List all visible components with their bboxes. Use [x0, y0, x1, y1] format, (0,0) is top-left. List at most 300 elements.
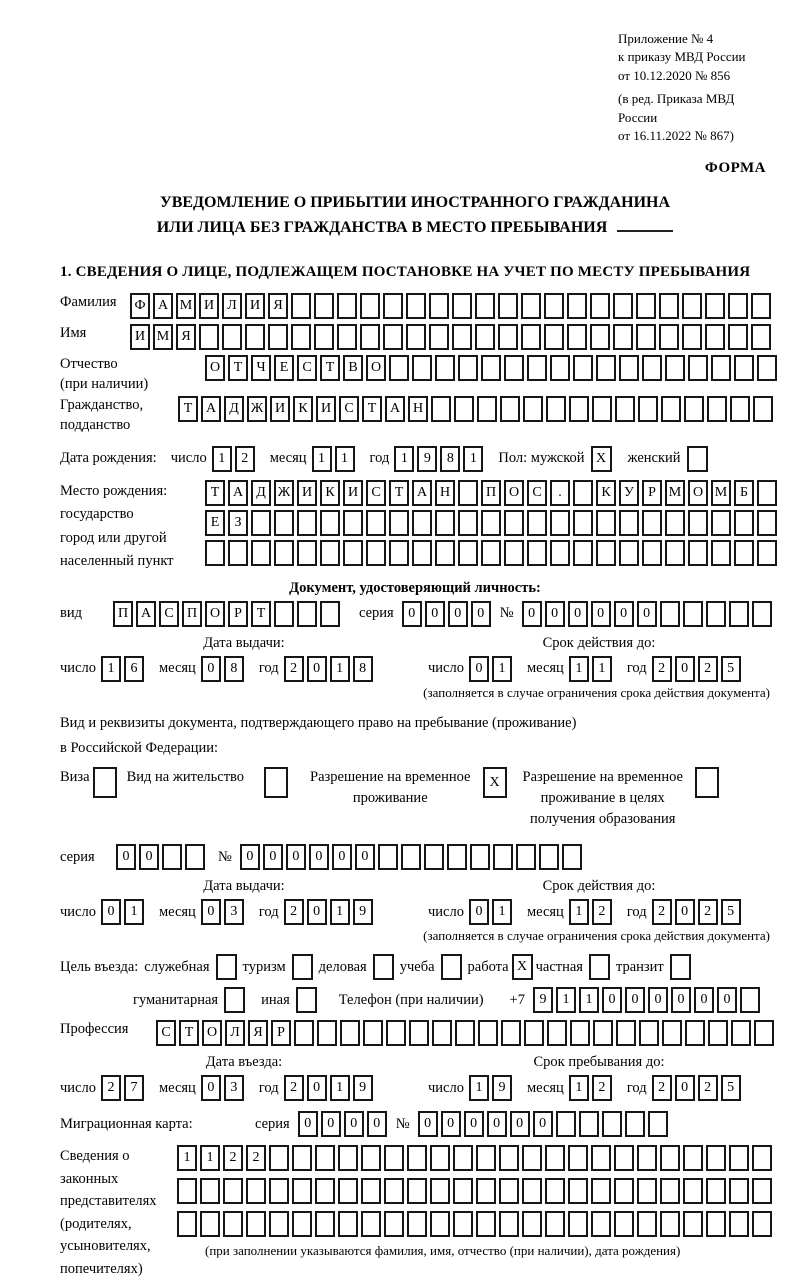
char-box [573, 480, 593, 506]
char-box: Я [248, 1020, 268, 1046]
char-box [706, 1211, 726, 1237]
purpose-study-label: учеба [399, 958, 435, 975]
char-box [453, 1145, 473, 1171]
char-box [602, 1111, 622, 1137]
birth-place-line1 [205, 480, 780, 506]
char-box: 3 [224, 1075, 244, 1101]
identity-dates [60, 635, 770, 682]
patronymic-label-line2: (при наличии) [60, 375, 149, 392]
visa-checkbox [93, 767, 117, 798]
identity-issue-month-boxes [201, 656, 247, 682]
name-row [60, 324, 770, 350]
residence-issue-day [60, 899, 147, 925]
char-box: 1 [124, 899, 144, 925]
char-box: 1 [469, 1075, 489, 1101]
char-box [539, 844, 559, 870]
char-box [500, 396, 520, 422]
char-box: С [339, 396, 359, 422]
char-box: 1 [592, 656, 612, 682]
identity-series-label: серия [359, 604, 394, 621]
char-box [660, 1211, 680, 1237]
edu-permit-label-line: получения образования [530, 811, 676, 828]
legal-reps-label-line: представителях [60, 1193, 157, 1210]
citizenship-label-line2: подданство [60, 417, 131, 433]
char-box [383, 293, 403, 319]
char-box: 0 [298, 1111, 318, 1137]
char-box: 0 [637, 601, 657, 627]
char-box [493, 844, 513, 870]
identity-valid-year-boxes [652, 656, 744, 682]
name-boxes [130, 324, 774, 350]
header-line: Приложение № 4 [618, 31, 714, 46]
char-box: З [228, 510, 248, 536]
char-box [338, 1178, 358, 1204]
purpose-official-label: служебная [144, 958, 210, 975]
char-box: 0 [402, 601, 422, 627]
char-box: 0 [139, 844, 159, 870]
char-box [550, 510, 570, 536]
char-box [476, 1211, 496, 1237]
year-label: год [258, 660, 279, 676]
residence-issue-day-boxes [101, 899, 147, 925]
stay-until-label: Срок пребывания до: [533, 1054, 665, 1071]
char-box [625, 1111, 645, 1137]
char-box [544, 293, 564, 319]
char-box [527, 355, 547, 381]
month-label: месяц [526, 903, 564, 920]
char-box [320, 540, 340, 566]
char-box [659, 293, 679, 319]
char-box [708, 1020, 728, 1046]
char-box: Е [274, 355, 294, 381]
char-box: Ж [247, 396, 267, 422]
char-box: 2 [592, 1075, 612, 1101]
purpose-tourism-label: туризм [242, 958, 286, 975]
month-label: месяц [526, 660, 564, 676]
char-box: 0 [469, 899, 489, 925]
char-box [593, 1020, 613, 1046]
char-box [638, 396, 658, 422]
char-box [360, 324, 380, 350]
form-title-line2-text: ИЛИ ЛИЦА БЕЗ ГРАЖДАНСТВА В МЕСТО ПРЕБЫВАНИЯ [156, 218, 608, 236]
char-box: 8 [224, 656, 244, 682]
char-box [315, 1145, 335, 1171]
char-box [683, 1178, 703, 1204]
legal-reps-label-line: (родителях, [60, 1215, 132, 1232]
birth-place-line3 [205, 540, 780, 566]
char-box: П [481, 480, 501, 506]
char-box [478, 1020, 498, 1046]
char-box [596, 355, 616, 381]
edu-permit-checkbox [695, 767, 719, 798]
char-box [269, 1145, 289, 1171]
char-box [476, 1145, 496, 1171]
char-box [314, 324, 334, 350]
char-box: С [527, 480, 547, 506]
char-box: 1 [330, 899, 350, 925]
char-box: А [153, 293, 173, 319]
char-box: А [201, 396, 221, 422]
char-box: И [199, 293, 219, 319]
edu-permit-option [523, 767, 719, 830]
blank-underline [617, 216, 673, 232]
residence-valid-col [428, 878, 770, 925]
day-label: число [428, 903, 464, 920]
char-box [430, 1145, 450, 1171]
stay-month-boxes [569, 1075, 615, 1101]
residence-issue-month-boxes [201, 899, 247, 925]
char-box: 0 [448, 601, 468, 627]
char-box: К [293, 396, 313, 422]
surname-row [60, 293, 770, 319]
char-box [340, 1020, 360, 1046]
patronymic-label-line1: Отчество [60, 356, 118, 373]
char-box [199, 324, 219, 350]
char-box [384, 1178, 404, 1204]
char-box [521, 324, 541, 350]
identity-kind-label: вид [60, 604, 82, 621]
char-box [590, 293, 610, 319]
char-box [292, 1211, 312, 1237]
char-box [757, 355, 777, 381]
char-box [516, 844, 536, 870]
birth-date-row [60, 446, 770, 472]
char-box [366, 540, 386, 566]
char-box: 5 [721, 899, 741, 925]
char-box: 0 [469, 656, 489, 682]
identity-validity-note: (заполняется в случае ограничения срока действия документа) [423, 684, 770, 700]
purpose-row2 [133, 987, 770, 1013]
header-line: от 10.12.2020 № 856 [618, 67, 731, 83]
char-box [291, 324, 311, 350]
char-box [205, 540, 225, 566]
char-box [660, 601, 680, 627]
char-box [407, 1211, 427, 1237]
stay-day [428, 1075, 515, 1101]
char-box [378, 844, 398, 870]
char-box: 8 [353, 656, 373, 682]
char-box [314, 293, 334, 319]
char-box: Т [205, 480, 225, 506]
char-box [360, 293, 380, 319]
char-box [752, 601, 772, 627]
residence-series-row [60, 844, 770, 870]
purpose-row1 [60, 954, 770, 980]
char-box: 0 [533, 1111, 553, 1137]
profession-label: Профессия [60, 1021, 129, 1038]
visa-option [60, 767, 117, 798]
temp-permit-label-line: проживание [352, 790, 428, 807]
residence-valid-day [428, 899, 515, 925]
edu-permit-label [523, 767, 683, 830]
char-box [550, 355, 570, 381]
char-box [546, 396, 566, 422]
entry-dates [60, 1054, 770, 1101]
year-label: год [626, 1079, 647, 1096]
char-box [729, 1211, 749, 1237]
day-label: число [170, 450, 207, 467]
char-box: О [202, 1020, 222, 1046]
char-box: И [316, 396, 336, 422]
char-box: 0 [614, 601, 634, 627]
char-box [499, 1211, 519, 1237]
birth-month-boxes [312, 446, 358, 472]
residence-permit-checkbox [264, 767, 288, 798]
char-box: А [136, 601, 156, 627]
char-box [383, 324, 403, 350]
char-box [683, 601, 703, 627]
identity-valid-month [527, 656, 615, 682]
char-box: К [596, 480, 616, 506]
char-box: Н [408, 396, 428, 422]
char-box [734, 510, 754, 536]
char-box [688, 355, 708, 381]
char-box: 2 [235, 446, 255, 472]
char-box [562, 844, 582, 870]
profession-row [60, 1020, 770, 1046]
temp-permit-option [310, 767, 506, 809]
char-box [504, 540, 524, 566]
purpose-study-checkbox [441, 954, 462, 980]
purpose-other-label: иная [261, 991, 290, 1008]
char-box: 8 [440, 446, 460, 472]
citizenship-label [60, 396, 178, 435]
char-box [642, 355, 662, 381]
char-box [401, 844, 421, 870]
char-box: Т [228, 355, 248, 381]
char-box: Т [362, 396, 382, 422]
char-box: О [688, 480, 708, 506]
char-box [389, 540, 409, 566]
identity-valid-month-boxes [569, 656, 615, 682]
edu-permit-label-line: проживание в целях [540, 790, 665, 807]
char-box [591, 1145, 611, 1171]
char-box: П [113, 601, 133, 627]
char-box: Ж [274, 480, 294, 506]
identity-doc-heading: Документ, удостоверяющий личность: [289, 579, 541, 596]
char-box: 0 [425, 601, 445, 627]
char-box [430, 1211, 450, 1237]
char-box [429, 324, 449, 350]
char-box: В [343, 355, 363, 381]
char-box: Я [176, 324, 196, 350]
residence-issue-month [159, 899, 247, 925]
purpose-tourism-checkbox [292, 954, 313, 980]
char-box: Е [205, 510, 225, 536]
char-box: Т [179, 1020, 199, 1046]
char-box: 0 [675, 1075, 695, 1101]
legal-reps-boxes [177, 1145, 775, 1259]
identity-valid-label: Срок действия до: [542, 634, 656, 651]
char-box: О [504, 480, 524, 506]
identity-series-boxes [402, 601, 494, 627]
year-label: год [626, 903, 647, 920]
char-box [292, 1145, 312, 1171]
char-box [452, 324, 472, 350]
char-box [711, 355, 731, 381]
char-box: И [343, 480, 363, 506]
char-box [361, 1145, 381, 1171]
char-box [389, 355, 409, 381]
temp-permit-label [310, 767, 470, 809]
char-box [498, 324, 518, 350]
char-box [665, 355, 685, 381]
char-box [567, 324, 587, 350]
char-box [384, 1211, 404, 1237]
char-box [470, 844, 490, 870]
char-box [386, 1020, 406, 1046]
citizenship-label-line1: Гражданство, [60, 397, 144, 414]
char-box: Р [271, 1020, 291, 1046]
residence-series-label: серия [60, 848, 95, 865]
char-box [320, 510, 340, 536]
citizenship-row [60, 396, 770, 435]
char-box: 6 [124, 656, 144, 682]
char-box [246, 1211, 266, 1237]
legal-reps-label-line: законных [60, 1170, 119, 1187]
entry-day [60, 1075, 147, 1101]
char-box [754, 1020, 774, 1046]
char-box [615, 396, 635, 422]
purpose-private-label: частная [535, 958, 583, 975]
char-box: П [182, 601, 202, 627]
legal-reps-line2 [177, 1178, 775, 1204]
char-box [429, 293, 449, 319]
char-box: 1 [569, 1075, 589, 1101]
char-box [475, 324, 495, 350]
char-box [407, 1145, 427, 1171]
sex-male-label: Пол: мужской [498, 449, 585, 466]
char-box [222, 324, 242, 350]
char-box: . [550, 480, 570, 506]
migration-number-label: № [395, 1115, 410, 1132]
identity-kind-row [60, 601, 770, 627]
char-box [613, 293, 633, 319]
char-box [660, 1178, 680, 1204]
char-box [274, 510, 294, 536]
char-box [637, 1145, 657, 1171]
char-box: 7 [124, 1075, 144, 1101]
char-box: 0 [307, 656, 327, 682]
char-box [292, 1178, 312, 1204]
char-box [251, 540, 271, 566]
char-box: 0 [464, 1111, 484, 1137]
char-box: 9 [353, 899, 373, 925]
char-box [665, 540, 685, 566]
char-box: Я [268, 293, 288, 319]
char-box [412, 355, 432, 381]
char-box: О [205, 355, 225, 381]
char-box [268, 324, 288, 350]
char-box [274, 540, 294, 566]
identity-valid-col [428, 635, 770, 682]
char-box: 1 [101, 656, 121, 682]
char-box [591, 1211, 611, 1237]
char-box: И [270, 396, 290, 422]
phone-boxes [533, 987, 763, 1013]
char-box: 0 [471, 601, 491, 627]
residence-number-label: № [218, 848, 232, 865]
migration-card-label: Миграционная карта: [60, 1115, 193, 1132]
char-box [337, 293, 357, 319]
char-box [455, 1020, 475, 1046]
char-box [498, 293, 518, 319]
char-box [337, 324, 357, 350]
sex-female-label: женский [627, 449, 681, 466]
char-box: 0 [602, 987, 622, 1013]
char-box: Ч [251, 355, 271, 381]
char-box [527, 540, 547, 566]
char-box: А [228, 480, 248, 506]
char-box: Т [178, 396, 198, 422]
char-box [752, 1211, 772, 1237]
day-label: число [428, 1079, 464, 1096]
char-box [407, 1178, 427, 1204]
purpose-private-checkbox [589, 954, 610, 980]
char-box [545, 1145, 565, 1171]
char-box [499, 1145, 519, 1171]
char-box [568, 1211, 588, 1237]
char-box: 1 [330, 1075, 350, 1101]
char-box: Р [228, 601, 248, 627]
char-box: 2 [592, 899, 612, 925]
char-box: 3 [224, 899, 244, 925]
char-box [504, 355, 524, 381]
char-box: 2 [652, 1075, 672, 1101]
char-box: 9 [417, 446, 437, 472]
char-box [432, 1020, 452, 1046]
char-box [711, 540, 731, 566]
char-box [162, 844, 182, 870]
char-box [757, 510, 777, 536]
char-box [705, 324, 725, 350]
char-box [639, 1020, 659, 1046]
identity-issue-col [60, 635, 428, 682]
char-box [706, 1178, 726, 1204]
char-box: 0 [307, 1075, 327, 1101]
char-box [619, 510, 639, 536]
purpose-official-checkbox [216, 954, 237, 980]
char-box [636, 324, 656, 350]
month-label: месяц [269, 450, 307, 467]
birth-date-label: Дата рождения: [60, 449, 157, 466]
char-box [294, 1020, 314, 1046]
char-box: 2 [284, 899, 304, 925]
entry-date-label: Дата въезда: [205, 1054, 283, 1071]
char-box: 0 [240, 844, 260, 870]
temp-permit-label-line: Разрешение на временное [310, 769, 471, 786]
char-box [274, 601, 294, 627]
char-box: 0 [201, 656, 221, 682]
char-box: 0 [671, 987, 691, 1013]
stay-year [627, 1075, 744, 1101]
char-box [729, 1145, 749, 1171]
char-box [752, 1145, 772, 1171]
char-box [177, 1211, 197, 1237]
surname-label: Фамилия [60, 294, 117, 311]
identity-issue-label: Дата выдачи: [203, 634, 285, 651]
char-box [711, 510, 731, 536]
char-box [424, 844, 444, 870]
char-box [730, 396, 750, 422]
char-box [315, 1211, 335, 1237]
char-box [361, 1211, 381, 1237]
char-box: 0 [332, 844, 352, 870]
residence-intro [60, 711, 770, 762]
residence-number-boxes [240, 844, 585, 870]
char-box [269, 1178, 289, 1204]
identity-issue-day-boxes [101, 656, 147, 682]
